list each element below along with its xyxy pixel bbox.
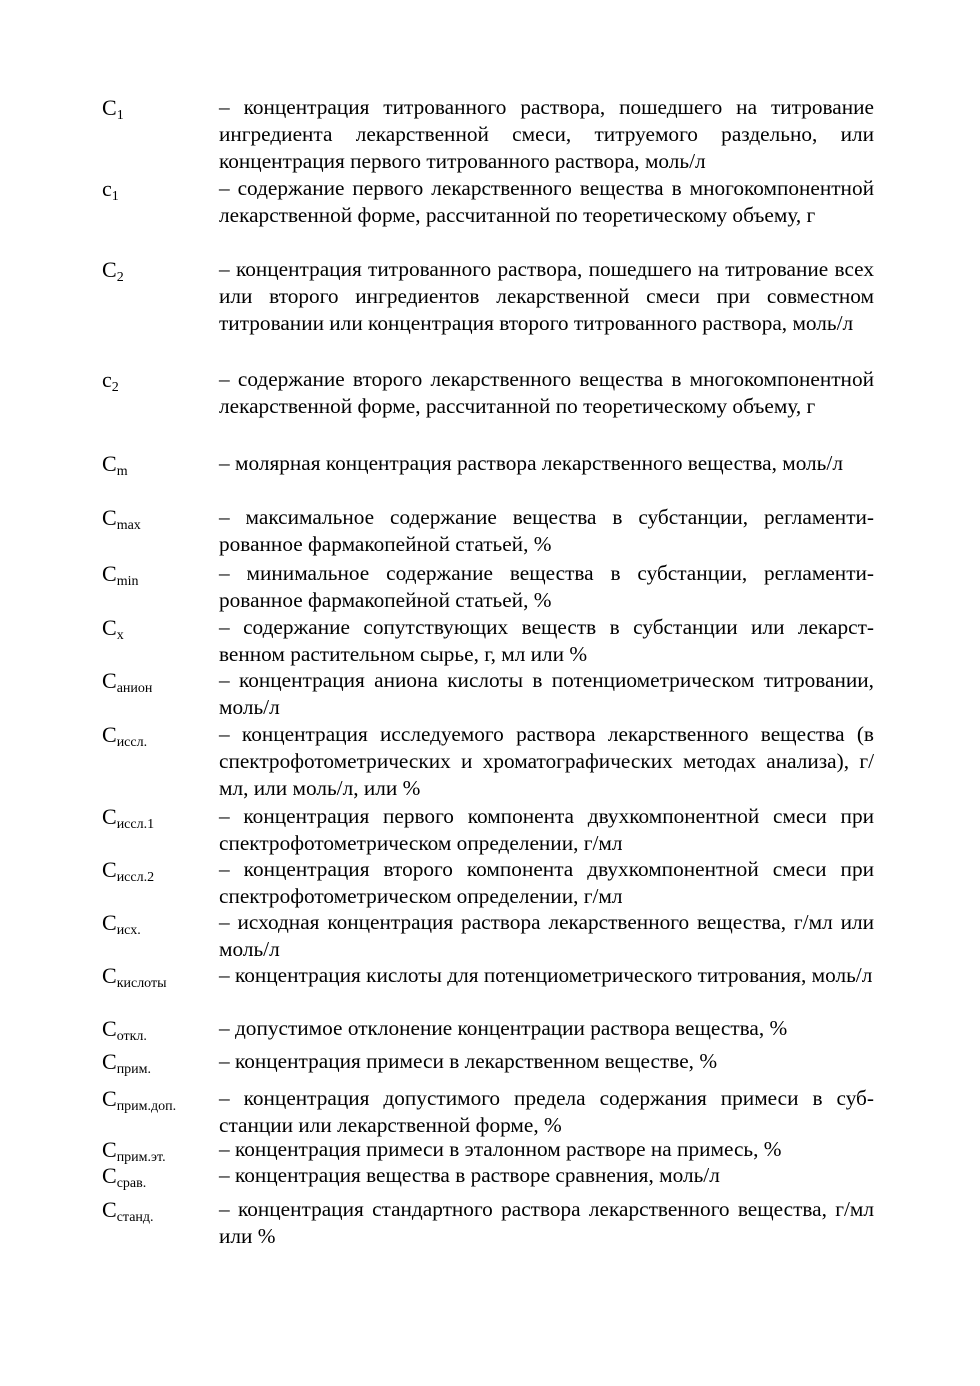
term-symbol: $C_2$: [102, 257, 124, 285]
term-definition: – содержание второго лекарственного вещества в многокомпонентной лекарственной форме, рассчитанной по теоретическому объему, г: [219, 367, 874, 418]
term-definition: – концентрация допустимого предела содержания примеси в субстанции или лекарственной форме, %: [219, 1086, 874, 1137]
term-symbol: $C_{прим.доп.}$: [102, 1086, 177, 1114]
term-symbol: $C_{max}$: [102, 505, 141, 533]
term-symbol: $C_{иссл.1}$: [102, 804, 155, 832]
term-symbol: $C_m$: [102, 451, 128, 479]
term-definition: – концентрация примеси в эталонном растворе на примесь, %: [219, 1137, 782, 1161]
term-definition: – концентрация исследуемого раствора лекарственного вещества (в спектрофотометрических и хроматографических методах анализа), г/мл, или моль/л, или %: [219, 722, 874, 800]
term-symbol: $C_{срав.}$: [102, 1163, 147, 1191]
term-definition: – концентрация титрованного раствора, пошедшего на титрование ингредиента лекарственной смеси, титруемого раздельно, или концентрация первого титрованного раствора, моль/л: [219, 95, 874, 173]
term-definition: – концентрация кислоты для потенциометрического титрования, моль/л: [219, 963, 873, 987]
term-definition: – концентрация второго компонента двухкомпонентной смеси при спектрофотометрическом определении, г/мл: [219, 857, 874, 908]
term-definition: – концентрация первого компонента двухкомпонентной смеси при спектрофотометрическом определении, г/мл: [219, 804, 874, 855]
term-symbol: $C_{исх.}$: [102, 910, 141, 938]
term-definition: – концентрация примеси в лекарственном веществе, %: [219, 1049, 718, 1073]
term-definition: – концентрация титрованного раствора, пошедшего на титрование всех или второго ингредиентов лекарственной смеси при совместном титровании или концентрация второго титрованного раствора, моль/л: [219, 257, 874, 335]
term-symbol: $C_x$: [102, 615, 124, 643]
term-symbol: $c_2$: [102, 367, 119, 395]
term-definition: – максимальное содержание вещества в субстанции, регламентированное фармакопейной статьей, %: [219, 505, 874, 556]
term-symbol: $C_{кислоты}$: [102, 963, 167, 991]
term-definition: – содержание первого лекарственного вещества в многокомпонентной лекарственной форме, рассчитанной по теоретическому объему, г: [219, 176, 874, 227]
term-symbol: $C_{иссл.2}$: [102, 857, 155, 885]
term-definition: – концентрация аниона кислоты в потенциометрическом титровании, моль/л: [219, 668, 874, 719]
term-definition: – содержание сопутствующих веществ в субстанции или лекарственном растительном сырье, г, мл или %: [219, 615, 874, 666]
term-definition: – исходная концентрация раствора лекарственного вещества, г/мл или моль/л: [219, 910, 874, 961]
term-symbol: $c_1$: [102, 176, 119, 204]
term-symbol: $C_1$: [102, 95, 124, 123]
term-definition: – допустимое отклонение концентрации раствора вещества, %: [219, 1016, 788, 1040]
term-symbol: $C_{станд.}$: [102, 1197, 154, 1225]
term-symbol: $C_{прим.эт.}$: [102, 1137, 166, 1165]
term-definition: – концентрация стандартного раствора лекарственного вещества, г/мл или %: [219, 1197, 874, 1248]
term-symbol: $C_{откл.}$: [102, 1016, 147, 1044]
term-definition: – молярная концентрация раствора лекарственного вещества, моль/л: [219, 451, 843, 475]
term-symbol: $C_{иссл.}$: [102, 722, 148, 750]
term-symbol: $C_{анион}$: [102, 668, 153, 696]
term-symbol: $C_{прим.}$: [102, 1049, 152, 1077]
term-symbol: $C_{min}$: [102, 561, 139, 589]
term-definition: – минимальное содержание вещества в субстанции, регламентированное фармакопейной статьей, %: [219, 561, 874, 612]
term-definition: – концентрация вещества в растворе сравнения, моль/л: [219, 1163, 720, 1187]
